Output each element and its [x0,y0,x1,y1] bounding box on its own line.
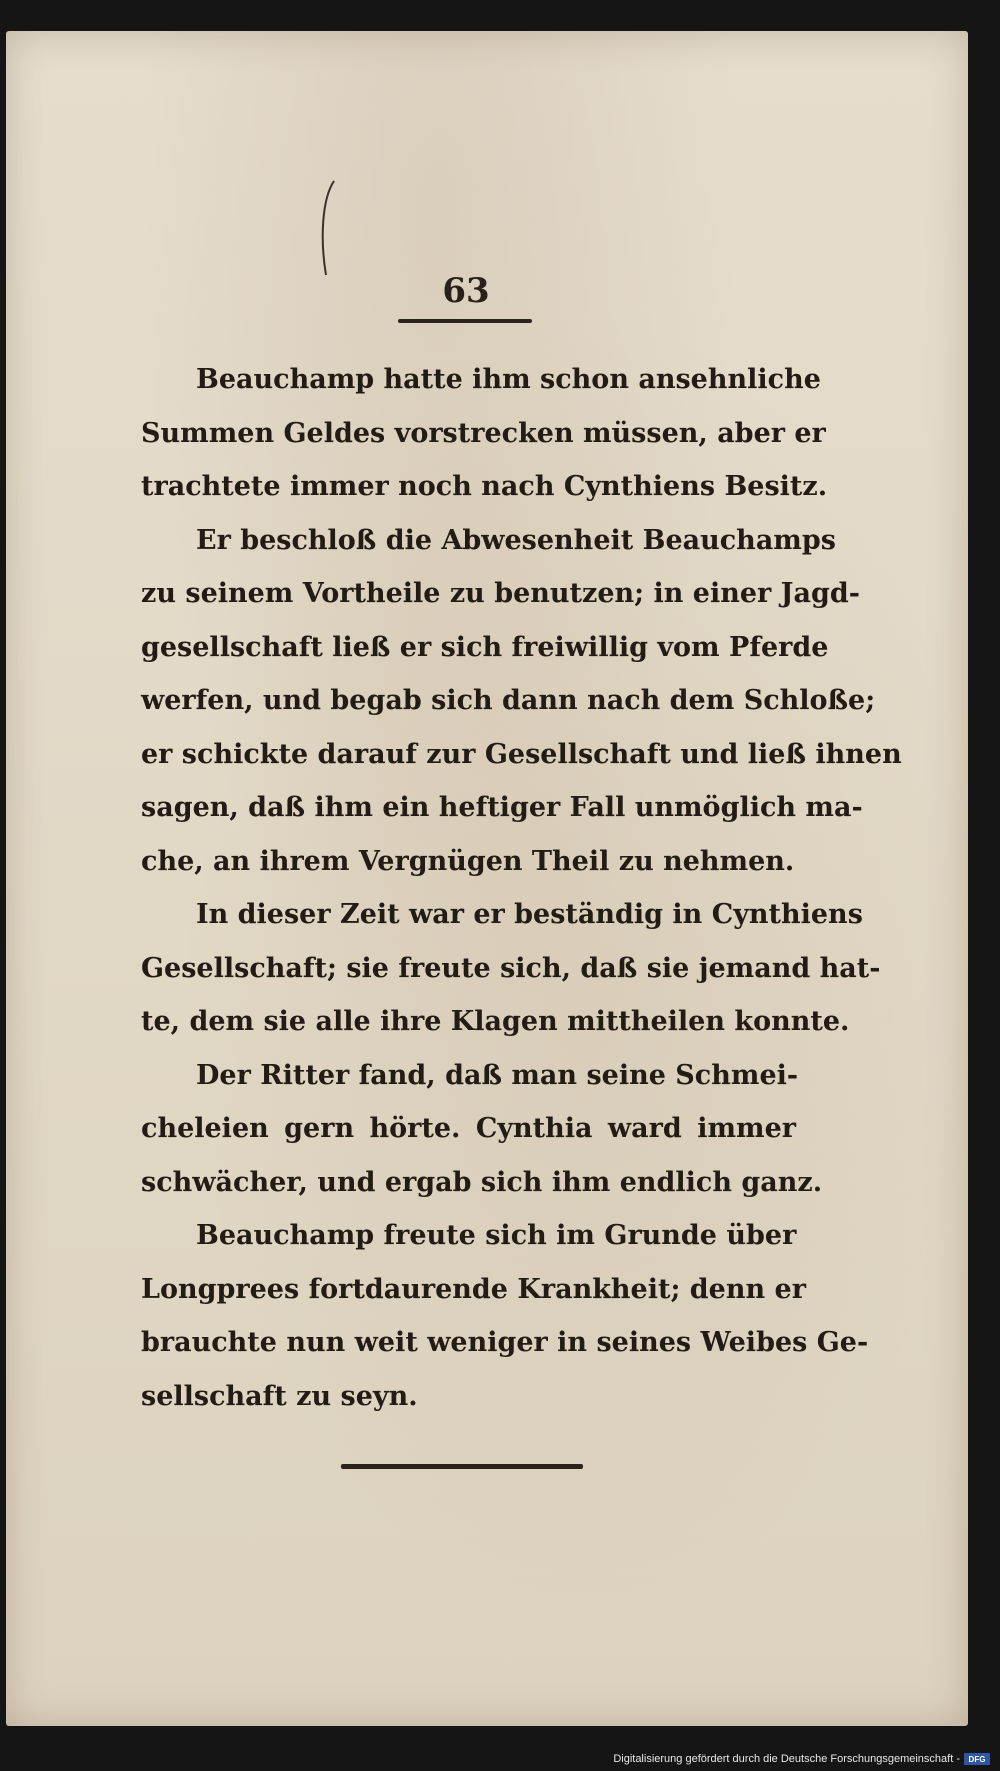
dfg-logo: DFG [964,1753,990,1765]
text-line: Beauchamp hatte ihm schon ansehnliche [196,364,821,395]
text-line: zu seinem Vortheile zu benutzen; in einer Jagd- [141,578,860,609]
paragraph [141,514,902,889]
pencil-mark-icon [316,179,338,279]
book-page [6,31,968,1726]
text-line: Der Ritter fand, daß man seine Schmei- [196,1059,799,1091]
text-line: Longprees fortdaurende Krankheit; denn er [141,1273,806,1305]
text-line: Summen Geldes vorstrecken müssen, aber er [141,417,826,449]
text-line: trachtete immer noch nach Cynthiens Besitz. [141,471,828,502]
text-line: gesellschaft ließ er sich freiwillig vom Pferde [141,631,829,663]
header-rule [398,319,532,323]
text-line: In dieser Zeit war er beständig in Cynthiens [196,899,863,930]
text-line: sagen, daß ihm ein heftiger Fall unmöglich ma- [141,792,863,823]
text-line: Beauchamp freute sich im Grunde über [196,1220,797,1251]
body-text [141,353,902,1423]
text-line: sellschaft zu seyn. [141,1380,418,1412]
paragraph [141,888,881,1049]
text-line: Er beschloß die Abwesenheit Beauchamps [196,524,836,556]
paragraph [141,1049,823,1210]
end-rule [341,1464,583,1469]
text-line: che, an ihrem Vergnügen Theil zu nehmen. [141,845,795,877]
footer-credit: Digitalisierung gefördert durch die Deutsche Forschungsgemeinschaft - [613,1753,960,1765]
text-line: werfen, und begab sich dann nach dem Schloße; [141,685,876,716]
text-line: Gesellschaft; sie freute sich, daß sie jemand hat- [141,952,881,984]
text-line: cheleien gern hörte. Cynthia ward immer [141,1113,796,1144]
text-line: brauchte nun weit weniger in seines Weibes Ge- [141,1327,869,1358]
paragraph [141,353,828,514]
page-number: 63 [442,271,490,311]
text-line: schwächer, und ergab sich ihm endlich ganz. [141,1166,823,1198]
digitization-footer [613,1751,990,1767]
paragraph [141,1209,869,1423]
text-line: te, dem sie alle ihre Klagen mittheilen konnte. [141,1006,850,1037]
text-line: er schickte darauf zur Gesellschaft und ließ ihnen [141,738,902,770]
